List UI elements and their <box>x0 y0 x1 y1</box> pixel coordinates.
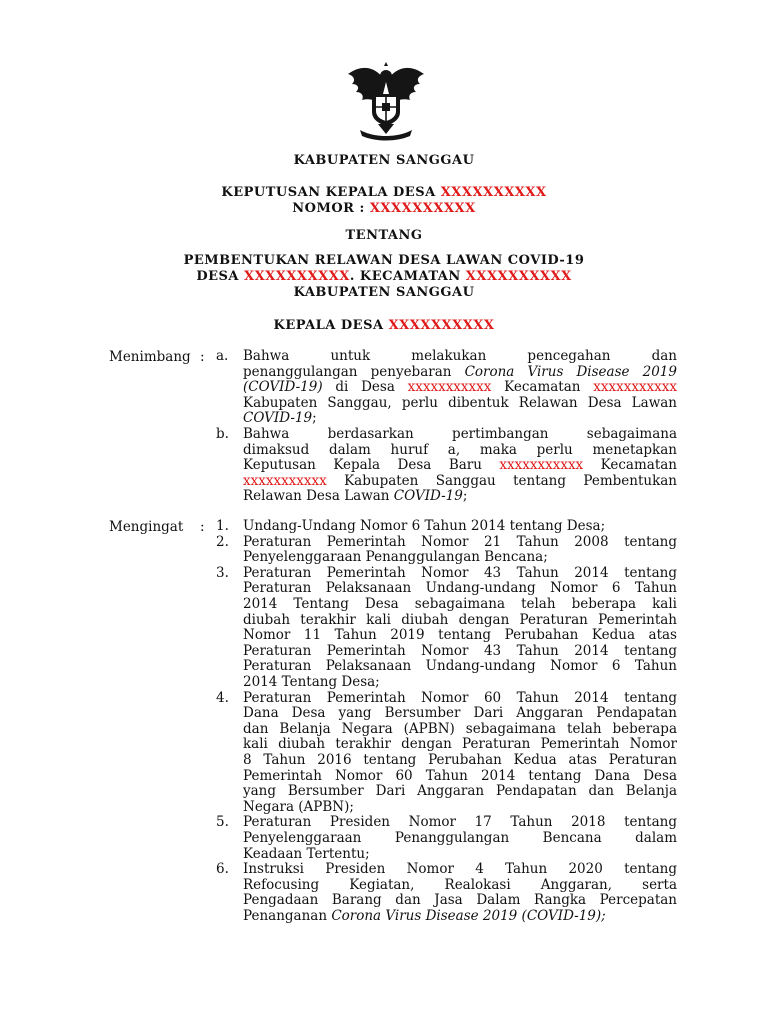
text-segment: Negara (APBN); <box>243 798 354 815</box>
text-segment: Penanganan <box>243 907 332 924</box>
text-segment: Kecamatan <box>583 457 677 474</box>
text-line <box>243 474 677 490</box>
mengingat-marker: 5. <box>216 814 229 831</box>
decree-number <box>0 201 768 217</box>
text-segment: xxxxxxxxxxx <box>407 379 492 396</box>
mengingat-marker: 2. <box>216 533 229 550</box>
head-prefix: KEPALA DESA <box>273 318 389 333</box>
text-line <box>243 519 677 535</box>
text-line <box>243 831 677 847</box>
text-line <box>243 737 677 753</box>
number-prefix: NOMOR : <box>292 201 370 216</box>
regency-title: KABUPATEN SANGGAU <box>293 153 475 168</box>
subject-kecamatan-placeholder: XXXXXXXXXX <box>465 269 572 284</box>
text-line <box>243 581 677 597</box>
text-line <box>243 862 677 878</box>
mengingat-marker: 1. <box>216 518 229 534</box>
decree-placeholder: XXXXXXXXXX <box>440 185 547 200</box>
text-line <box>243 597 677 613</box>
text-segment: Keputusan Kepala Desa Baru <box>243 457 500 474</box>
text-segment: ; <box>312 410 317 427</box>
text-segment: Peraturan Presiden Nomor 17 Tahun 2018 tentang <box>243 814 677 831</box>
text-segment: Peraturan Pemerintah Nomor 43 Tahun 2014 tentang <box>243 564 677 581</box>
text-segment: Peraturan Pemerintah Nomor 43 Tahun 2014 tentang <box>243 642 677 659</box>
text-line <box>243 691 677 707</box>
text-segment: ; <box>462 488 468 505</box>
text-line <box>243 458 677 474</box>
mengingat-label: Mengingat <box>109 519 184 535</box>
subject-desa: DESA <box>196 269 244 284</box>
text-line <box>243 628 677 644</box>
text-line <box>243 613 677 629</box>
head-placeholder: XXXXXXXXXX <box>388 318 495 333</box>
garuda-emblem-icon <box>340 60 432 142</box>
text-line <box>243 722 677 738</box>
text-line <box>243 535 677 551</box>
text-segment: Corona Virus Disease 2019 (COVID-19); <box>331 907 606 924</box>
text-line <box>243 396 677 412</box>
text-line <box>243 706 677 722</box>
text-line <box>243 769 677 785</box>
text-segment: xxxxxxxxxxx <box>593 379 677 396</box>
text-segment: Penyelenggaraan Penanggulangan Bencana; <box>243 549 548 566</box>
mengingat-item <box>243 566 677 691</box>
menimbang-marker: a. <box>216 348 229 364</box>
text-segment: COVID-19 <box>393 488 463 505</box>
text-segment: Nomor 11 Tahun 2019 tentang Perubahan Kedua atas <box>243 627 677 644</box>
text-segment: xxxxxxxxxxx <box>499 457 584 474</box>
menimbang-colon: : <box>200 349 205 365</box>
text-line <box>243 380 677 396</box>
mengingat-item <box>243 815 677 862</box>
text-segment: Peraturan Pemerintah Nomor 60 Tahun 2014 tentang <box>243 689 677 706</box>
text-segment: Instruksi Presiden Nomor 4 Tahun 2020 tentang <box>243 861 677 878</box>
text-segment: dimaksud dalam huruf a, maka perlu menetapkan <box>243 441 677 458</box>
menimbang-marker: b. <box>216 426 229 442</box>
subject-line-1: PEMBENTUKAN RELAWAN DESA LAWAN COVID-19 <box>183 253 585 268</box>
text-line <box>243 443 677 459</box>
text-segment: Refocusing Kegiatan, Realokasi Anggaran, serta <box>243 876 677 893</box>
text-segment: (COVID-19) <box>243 379 323 396</box>
text-line <box>243 675 677 691</box>
text-segment: xxxxxxxxxxx <box>243 472 327 489</box>
text-segment: dan Belanja Negara (APBN) sebagaimana telah beberapa <box>243 720 677 737</box>
decree-title <box>0 185 768 201</box>
text-segment: Kabupaten Sanggau tentang Pembentukan <box>326 472 677 489</box>
text-segment: Penyelenggaraan Penanggulangan Bencana dalam <box>243 829 677 846</box>
text-segment: Corona Virus Disease 2019 <box>464 363 677 380</box>
text-line <box>243 411 677 427</box>
text-segment: 2014 Tentang Desa; <box>243 673 380 690</box>
text-segment: 2014 Tentang Desa sebagaimana telah beberapa kali <box>243 595 677 612</box>
mengingat-marker: 3. <box>216 564 229 581</box>
text-segment: Peraturan Pelaksanaan Undang-undang Nomor 6 Tahun <box>243 580 677 597</box>
text-segment: Pemerintah Nomor 60 Tahun 2014 tentang Dana Desa <box>243 767 677 784</box>
mengingat-colon: : <box>200 519 205 535</box>
text-segment: Undang-Undang Nomor 6 Tahun 2014 tentang Desa; <box>243 518 606 534</box>
subject-line-3: KABUPATEN SANGGAU <box>293 285 475 300</box>
text-segment: diubah terakhir kali diubah dengan Peraturan Pemerintah <box>243 611 677 628</box>
text-line <box>243 800 677 816</box>
text-segment: Bahwa untuk melakukan pencegahan dan <box>243 348 677 364</box>
text-segment: Pengadaan Barang dan Jasa Dalam Rangka Percepatan <box>243 892 677 909</box>
text-line <box>243 753 677 769</box>
text-segment: Keadaan Tertentu; <box>243 845 370 862</box>
mengingat-item <box>243 691 677 816</box>
mengingat-item <box>243 535 677 566</box>
head-title <box>0 318 768 334</box>
text-line <box>243 659 677 675</box>
text-line <box>243 815 677 831</box>
text-segment: 8 Tahun 2016 tentang Perubahan Kedua atas Peraturan <box>243 751 677 768</box>
text-segment: Peraturan Pelaksanaan Undang-undang Nomor 6 Tahun <box>243 658 677 675</box>
text-segment: Bahwa berdasarkan pertimbangan sebagaimana <box>243 426 677 442</box>
text-segment: COVID-19 <box>243 410 313 427</box>
menimbang-item <box>243 349 677 427</box>
text-line <box>243 427 677 443</box>
text-segment: kali diubah terakhir dengan Peraturan Pemerintah Nomor <box>243 736 677 753</box>
text-line <box>243 566 677 582</box>
mengingat-item <box>243 862 677 924</box>
text-line <box>243 784 677 800</box>
text-segment: Kabupaten Sanggau, perlu dibentuk Relawan Desa Lawan <box>243 394 677 411</box>
text-line <box>243 909 677 925</box>
text-line <box>243 644 677 660</box>
text-line <box>243 489 677 505</box>
text-segment: Dana Desa yang Bersumber Dari Anggaran Pendapatan <box>243 705 677 722</box>
text-segment: yang Bersumber Dari Anggaran Pendapatan dan Belanja <box>243 783 677 800</box>
menimbang-item <box>243 427 677 505</box>
text-segment: Relawan Desa Lawan <box>243 488 394 505</box>
text-line <box>243 365 677 381</box>
number-placeholder: XXXXXXXXXX <box>369 201 476 216</box>
text-line <box>243 878 677 894</box>
about-heading: TENTANG <box>345 228 423 243</box>
text-segment: Peraturan Pemerintah Nomor 21 Tahun 2008 tentang <box>243 533 677 550</box>
text-line <box>243 349 677 365</box>
text-segment: penanggulangan penyebaran <box>243 363 465 380</box>
text-segment: Kecamatan <box>491 379 594 396</box>
menimbang-label: Menimbang <box>109 349 191 365</box>
decree-prefix: KEPUTUSAN KEPALA DESA <box>221 185 441 200</box>
text-line <box>243 550 677 566</box>
text-line <box>243 893 677 909</box>
mengingat-marker: 4. <box>216 689 229 706</box>
mengingat-item <box>243 519 677 535</box>
subject-line-2 <box>0 269 768 285</box>
subject-kecamatan: . KECAMATAN <box>349 269 466 284</box>
text-line <box>243 847 677 863</box>
mengingat-marker: 6. <box>216 861 229 878</box>
subject-desa-placeholder: XXXXXXXXXX <box>244 269 350 284</box>
text-segment: di Desa <box>322 379 408 396</box>
